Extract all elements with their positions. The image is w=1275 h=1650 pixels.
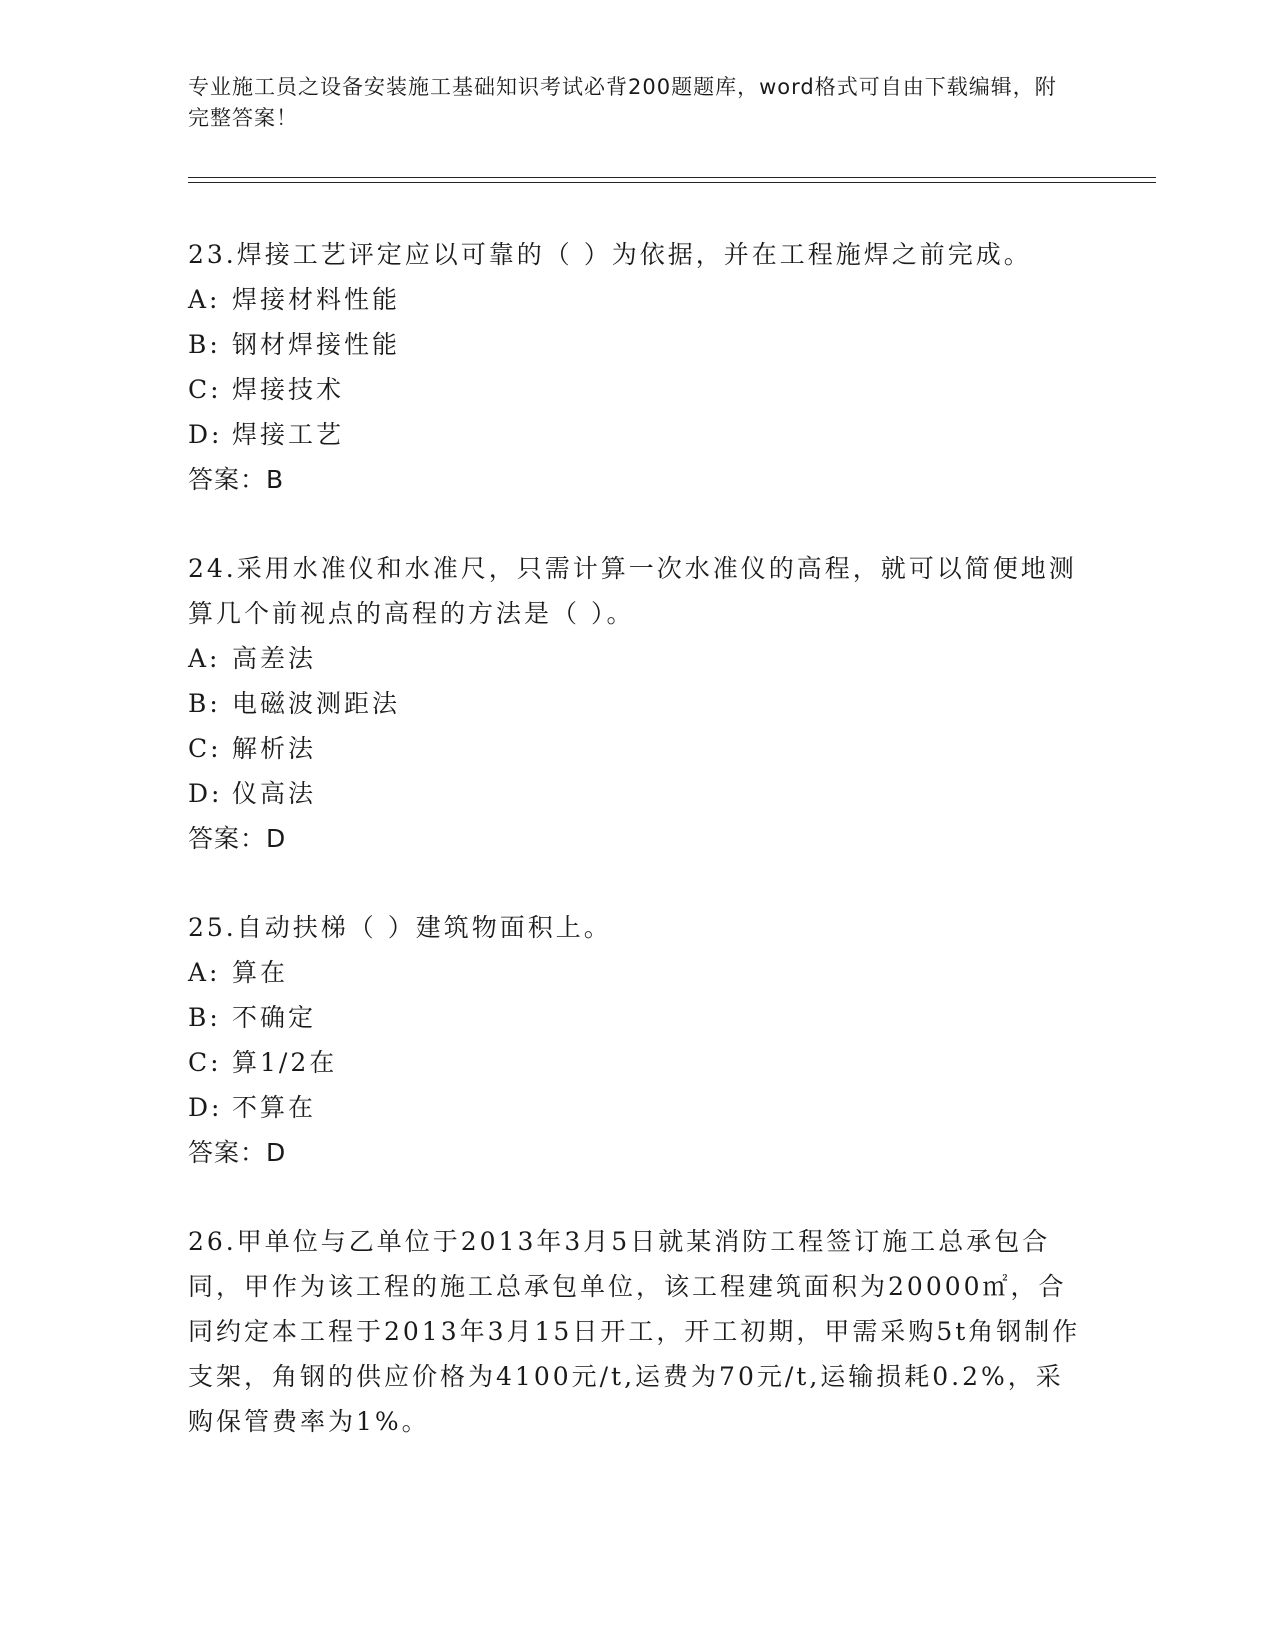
option-key: B: xyxy=(188,1003,221,1032)
answer-line: 答案：D xyxy=(188,1138,287,1167)
question-24 xyxy=(188,546,1088,861)
option-key: A: xyxy=(188,958,221,987)
option-text: 仪高法 xyxy=(232,779,317,808)
option-key: D: xyxy=(188,779,223,808)
option-key: A: xyxy=(188,644,221,673)
option-key: C: xyxy=(188,375,222,404)
option-key: C: xyxy=(188,734,222,763)
question-25 xyxy=(188,905,1088,1175)
question-text: 23.焊接工艺评定应以可靠的（ ）为依据，并在工程施焊之前完成。 xyxy=(188,240,1032,269)
option-b xyxy=(188,995,1088,1040)
question-text: 25.自动扶梯（ ）建筑物面积上。 xyxy=(188,913,612,942)
option-key: B: xyxy=(188,689,221,718)
option-text: 解析法 xyxy=(232,734,317,763)
question-list xyxy=(188,232,1088,1488)
option-a xyxy=(188,950,1088,995)
question-text: 24.采用水准仪和水准尺，只需计算一次水准仪的高程，就可以简便地测算几个前视点的高程的方法是（ ）。 xyxy=(188,554,1077,628)
option-text: 高差法 xyxy=(232,644,317,673)
header-divider-bottom xyxy=(188,182,1156,183)
option-d xyxy=(188,1085,1088,1130)
option-text: 焊接材料性能 xyxy=(232,285,401,314)
option-text: 焊接工艺 xyxy=(232,420,345,449)
option-text: 算1/2在 xyxy=(232,1048,338,1077)
option-text: 电磁波测距法 xyxy=(232,689,401,718)
header-divider-top xyxy=(188,177,1156,178)
option-key: B: xyxy=(188,330,221,359)
option-b xyxy=(188,681,1088,726)
question-23 xyxy=(188,232,1088,502)
option-text: 算在 xyxy=(232,958,289,987)
option-c xyxy=(188,1040,1088,1085)
option-c xyxy=(188,367,1088,412)
option-d xyxy=(188,412,1088,457)
option-a xyxy=(188,636,1088,681)
option-text: 钢材焊接性能 xyxy=(232,330,401,359)
option-d xyxy=(188,771,1088,816)
question-text: 26.甲单位与乙单位于2013年3月5日就某消防工程签订施工总承包合同，甲作为该工程的施工总承包单位，该工程建筑面积为20000㎡，合同约定本工程于2013年3月15日开工，开工初期，甲需采购5t角钢制作支架，角钢的供应价格为4100元/t,运费为70元/t,运输损耗0.2%，采购保管费率为1%。 xyxy=(188,1227,1081,1436)
document-header xyxy=(188,72,1068,134)
option-c xyxy=(188,726,1088,771)
option-key: D: xyxy=(188,1093,223,1122)
question-26 xyxy=(188,1219,1088,1444)
answer-line: 答案：D xyxy=(188,824,287,853)
option-key: D: xyxy=(188,420,223,449)
option-key: C: xyxy=(188,1048,222,1077)
option-b xyxy=(188,322,1088,367)
option-text: 不确定 xyxy=(232,1003,317,1032)
answer-line: 答案：B xyxy=(188,465,285,494)
document-title: 专业施工员之设备安装施工基础知识考试必背200题题库，word格式可自由下载编辑，附完整答案！ xyxy=(188,75,1057,130)
option-key: A: xyxy=(188,285,221,314)
option-a xyxy=(188,277,1088,322)
option-text: 焊接技术 xyxy=(232,375,345,404)
option-text: 不算在 xyxy=(232,1093,317,1122)
